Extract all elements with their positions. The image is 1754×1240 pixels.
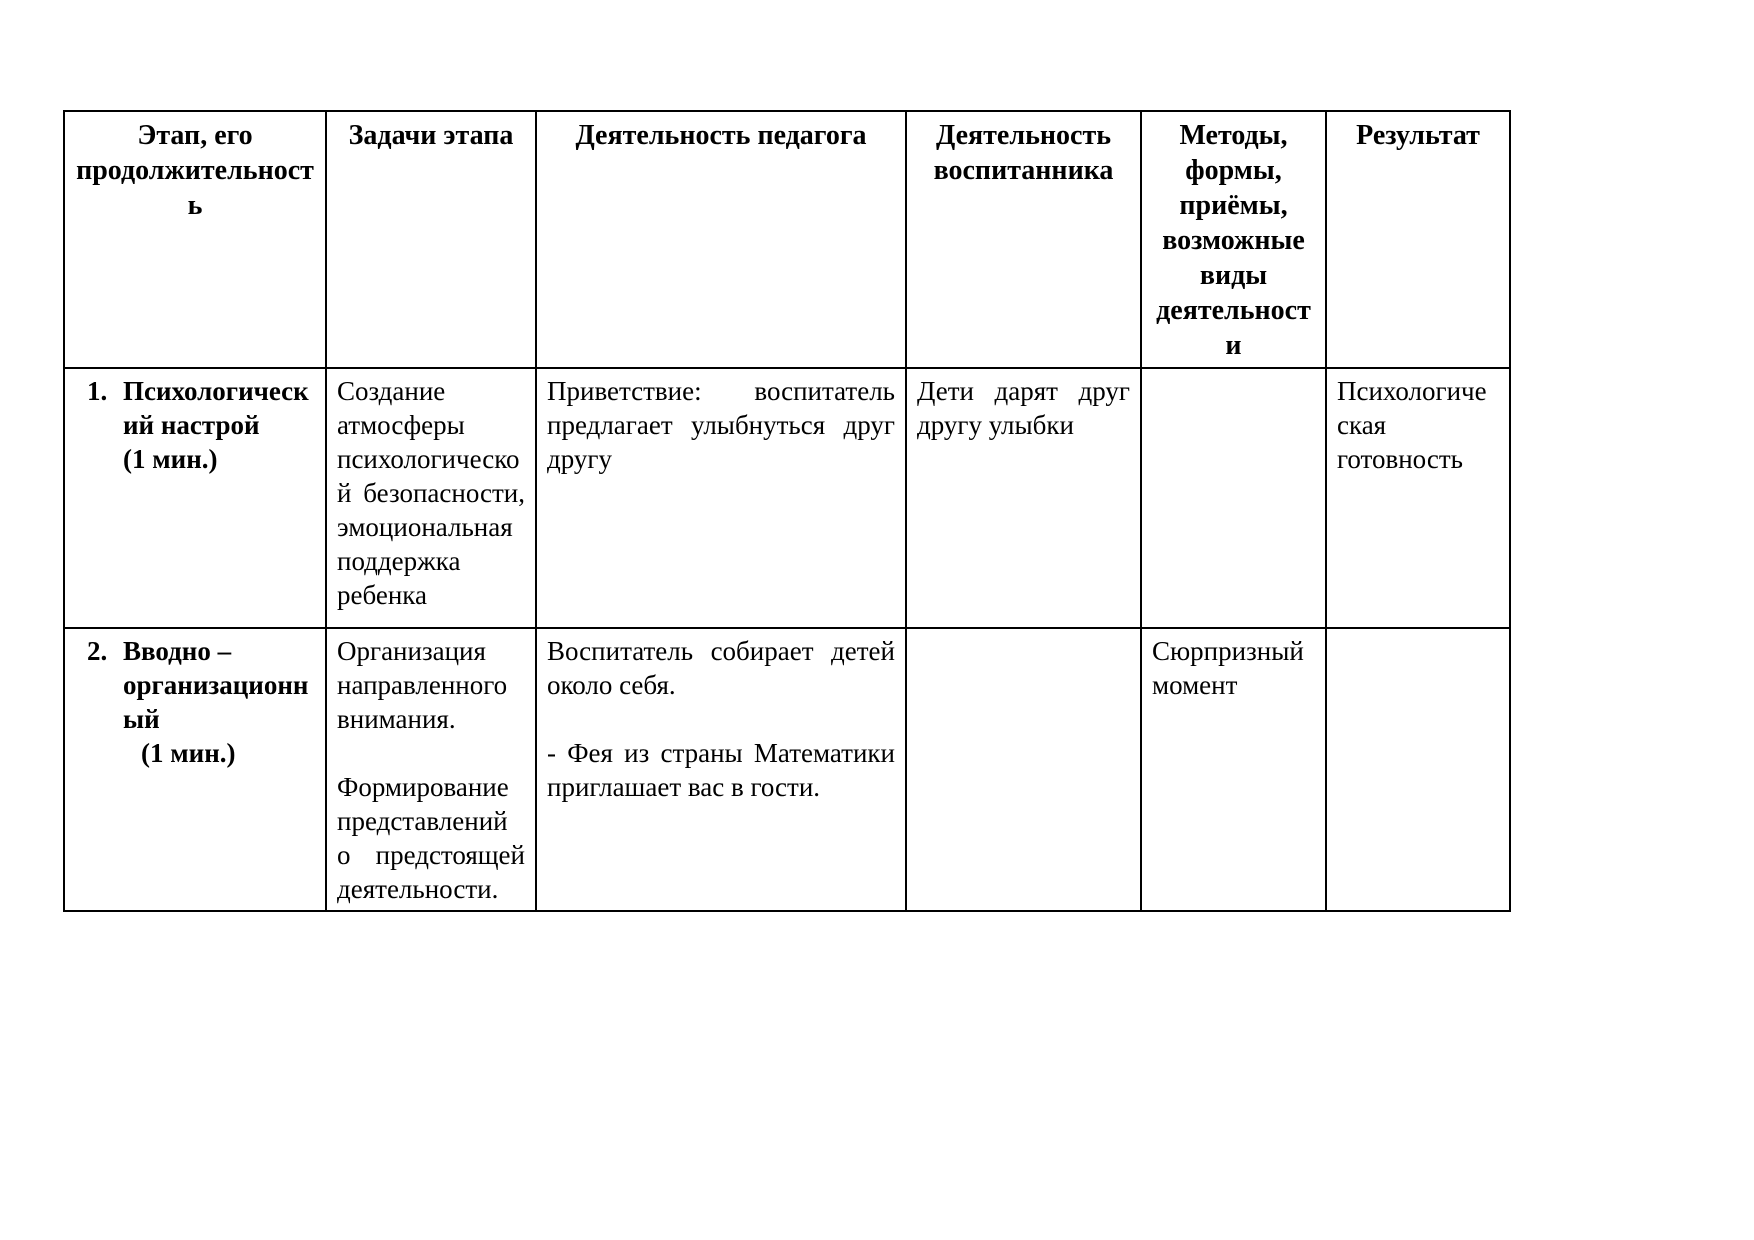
methods-cell (1141, 368, 1326, 628)
stage-duration: (1 мин.) (141, 738, 236, 768)
pupil-activity-cell (906, 628, 1141, 911)
teacher-activity-cell (536, 628, 906, 911)
stage-number: 2. (87, 636, 108, 666)
col-header-methods: Методы, формы, приёмы, возможные виды деятельности (1141, 111, 1326, 368)
stage-duration: (1 мин.) (123, 444, 218, 474)
tasks-cell (326, 368, 536, 628)
stage-number: 1. (87, 376, 108, 406)
stage-text (123, 374, 315, 476)
stage-title: Психологический настрой (123, 376, 309, 440)
paragraph: Приветствие: воспитатель предлагает улыбнуться друг другу (547, 376, 895, 474)
paragraph: Психологическая готовность (1337, 376, 1487, 474)
paragraph: Организация направленного внимания. (337, 636, 508, 734)
result-cell (1326, 628, 1510, 911)
lesson-plan-table (63, 110, 1511, 912)
pupil-activity-cell (906, 368, 1141, 628)
stage-list-item (75, 634, 315, 770)
stage-list-item (75, 374, 315, 476)
paragraph: - Фея из страны Математики приглашает вас в гости. (547, 738, 895, 802)
col-header-pupil-activity: Деятельность воспитанника (906, 111, 1141, 368)
stage-cell (64, 628, 326, 911)
paragraph: Создание атмосферы психологической безопасности, эмоциональная поддержка ребенка (337, 376, 525, 610)
paragraph: Дети дарят друг другу улыбки (917, 376, 1130, 440)
header-row (64, 111, 1510, 368)
result-cell (1326, 368, 1510, 628)
col-header-teacher-activity: Деятельность педагога (536, 111, 906, 368)
stage-title: Вводно – организационный (123, 636, 309, 734)
paragraph: Сюрпризный момент (1152, 636, 1304, 700)
table-row (64, 368, 1510, 628)
stage-text (123, 634, 315, 770)
paragraph: Формирование представлений о предстоящей деятельности. (337, 772, 525, 904)
teacher-activity-cell (536, 368, 906, 628)
col-header-result: Результат (1326, 111, 1510, 368)
methods-cell (1141, 628, 1326, 911)
stage-cell (64, 368, 326, 628)
tasks-cell (326, 628, 536, 911)
paragraph: Воспитатель собирает детей около себя. (547, 636, 895, 700)
col-header-tasks: Задачи этапа (326, 111, 536, 368)
table-row (64, 628, 1510, 911)
col-header-stage: Этап, его продолжительность (64, 111, 326, 368)
